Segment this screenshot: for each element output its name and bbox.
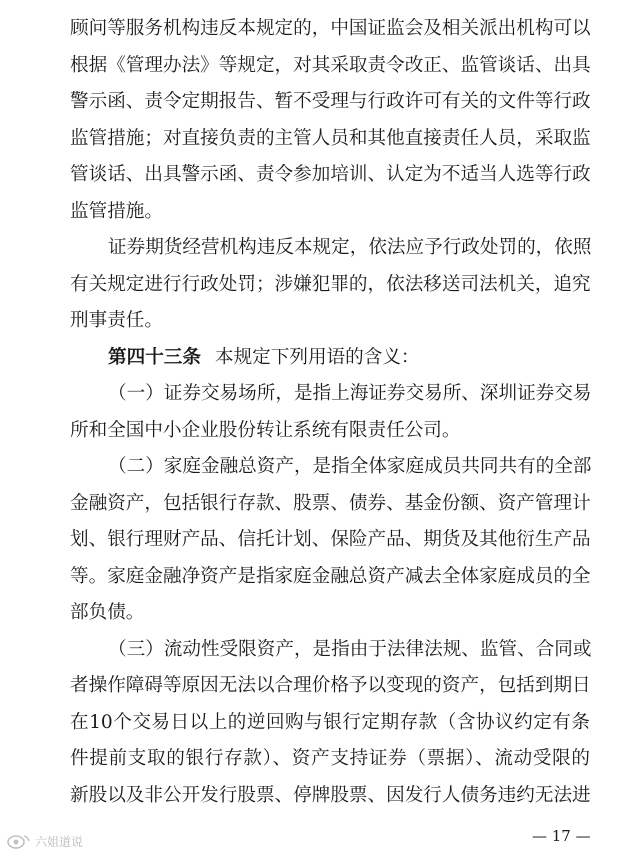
text-line: 部负债。 — [70, 602, 145, 623]
text-line: 件提前支取的银行存款）、资产支持证券（票据）、流动受限的 — [70, 748, 590, 769]
text-line: 金融资产，包括银行存款、股票、债券、基金份额、资产管理计 — [70, 492, 591, 514]
text-line: 根据《管理办法》等规定，对其采取责令改正、监管谈话、出具 — [70, 54, 591, 76]
text-line: 有关规定进行行政处罚；涉嫌犯罪的，依法移送司法机关，追究 — [70, 273, 591, 295]
text-line: （二）家庭金融总资产，是指全体家庭成员共同共有的全部 — [108, 456, 592, 477]
text-line: 刑事责任。 — [70, 310, 163, 331]
watermark-text: 六姐道说 — [35, 834, 84, 849]
text-line: 在10个交易日以上的逆回购与银行定期存款（含协议约定有条 — [70, 711, 590, 733]
text-line: 警示函、责令定期报告、暂不受理与行政许可有关的文件等行政 — [70, 91, 591, 112]
text-line: （三）流动性受限资产，是指由于法律法规、监管、合同或 — [108, 638, 592, 660]
text-line: 等。家庭金融净资产是指家庭金融总资产减去全体家庭成员的全 — [70, 565, 591, 587]
article-heading — [108, 341, 590, 375]
page-number: — 17 — — [532, 827, 591, 845]
text-line: （一）证券交易场所，是指上海证券交易所、深圳证券交易 — [108, 383, 592, 404]
text-line: 者操作障碍等原因无法以合理价格予以变现的资产，包括到期日 — [70, 675, 591, 696]
text-line: 证券期货经营机构违反本规定，依法应予行政处罚的，依照 — [108, 237, 592, 258]
text-line: 划、银行理财产品、信托计划、保险产品、期货及其他衍生产品 — [70, 529, 591, 550]
article-text: 本规定下列用语的含义： — [214, 346, 420, 368]
text-line: 顾问等服务机构违反本规定的，中国证监会及相关派出机构可以 — [70, 18, 591, 39]
watermark — [6, 830, 83, 852]
weibo-eye-icon — [6, 832, 32, 850]
text-line: 新股以及非公开发行股票、停牌股票、因发行人债务违约无法进 — [70, 784, 591, 806]
text-line: 所和全国中小企业股份转让系统有限责任公司。 — [70, 419, 461, 441]
text-line: 监管措施；对直接负责的主管人员和其他直接责任人员，采取监 — [70, 127, 591, 149]
article-number: 第四十三条 — [108, 346, 201, 368]
text-line: 管谈话、出具警示函、责令参加培训、认定为不适当人选等行政 — [70, 164, 591, 185]
text-line: 监管措施。 — [70, 200, 163, 222]
